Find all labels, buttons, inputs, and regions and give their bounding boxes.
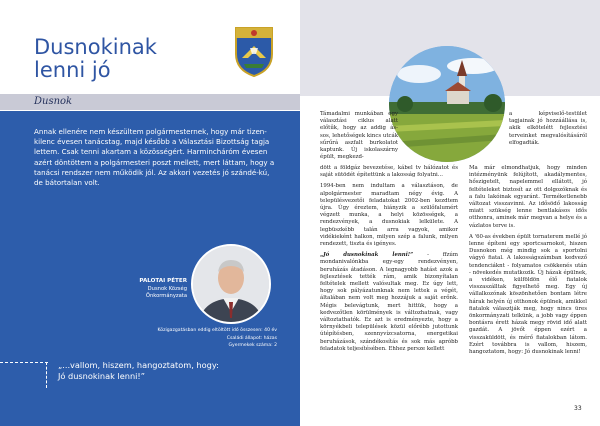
article-paragraph: a képviselő-testület tagjainak jó hozzáállása is, akik elkötelétt fejlesztési terveinket megvalósításáról elfogadták. [509, 111, 587, 146]
person-name: PALOTAI PÉTER [139, 278, 187, 284]
quote-dashed-line [0, 362, 48, 364]
article-paragraph: 1994-ben nem indultam a választáson, de alpolgármester maradtam négy évig. A településvezetői feladatokat 2002-ben kezdtem újra. Úgy éreztem, hiányzik a szülőfalumért végzett munka, a helyi közösségek, a rendezvények, a dusnokiak lelkülete. A legbüszkébb talán arra vagyok, amikor vidékieként halkon, milyen szép a falunk, milyen rendezett, tiszta és igényes. [320, 183, 458, 248]
article-paragraph [320, 252, 458, 353]
stats-block [40, 327, 277, 350]
stats-line-service: Közigazgatásban eddig eltöltött idő összesen: 40 év [157, 328, 277, 333]
article-column-2 [469, 165, 587, 360]
article-paragraph-text: - ffzúm mondanivalónkba egy-egy rendezvényen, beruházás átadáson. A legnagyobb hatást azok a fejlesztések tették rám, amik bizonyítalan feltételek mellett valósultak meg. Ez úgy lett, hogy sok pályázatunknak nem lettek a végét, általában nem volt meg hozzájuk a saját erőnk. Mégis belevágtunk, mert hittük, hogy a kedvezőtlen körülmények is változhatnak, vagy változtathatók. Ez azt is eredményezte, hogy a környékbeli települések közül előrébb jutottunk útépítésben, szennyvízcsatorna, energetikai beruházások, szándékosítás és sok más apróbb feladatok teljesítésében. Ehhez persze kellett [320, 252, 458, 352]
article-paragraph: A '60-as években épült tornaterem mellé jó lenne építeni egy sportcsarnokot, hiszen Dusnokon még mindig sok a sportolni vágyó fiatal. A lakosságszámban kedvező tendenciáknt - folyamatos csökkenés után - növekedés mutatkozik. Új házak épülnek, a vidéken, külföldön élő fiatalok visszaszálltak figyelhető meg. Egy új vállalkozónak köszönhetően bontam létre hárak helyén új otthonok épülnek, amikkel fiatalok választják meg, hogy nincs üres önkormányzati telkünk, a jobb vagy éppen bontásra érett házak megy rövid idő alatt gazdát. A jövőt éppen ezért a visszaküldött, és mérő fiatalokban látom. Ezért továbbra is vallom, hiszem, hangoztatom, hogy: Jó dusnokinak lenni! [469, 233, 587, 356]
article-quote-lead: „Jó dusnokinak lenni!” [320, 252, 414, 259]
person-role-line2: Önkormányzata [145, 293, 187, 299]
pull-quote-line1: „...vallom, hiszem, hangoztatom, hogy: [58, 360, 219, 370]
page-title: Dusnokinak lenni jó [34, 35, 157, 82]
article-paragraph: Ma már elmondhatjuk, hogy minden intézményünk felújított, akadálymentes, hőszigetelt, napelemmel ellátott, jó feltételeket biztosít az ott dolgozóknak és a falu lakóinak egyaránt. Terméketlenebb változat visszavinni. Az idősödő lakosság miatt szükség lenne bentlakásos idős otthonra, aminek már megvan a helye és a vázlatos terve is. [469, 165, 587, 229]
portrait-photo [191, 244, 271, 324]
article-column-1-top [320, 111, 398, 165]
article-column-1 [320, 165, 458, 357]
article-paragraph: dött a földgáz bevezetése, kábel tv hálózatot és saját sütödét építettünk a lakosság folyatni... [320, 165, 458, 179]
stats-line-family: Családi állapot: házas [226, 335, 277, 341]
article-paragraph: Támadalmi munkában egy választási ciklus alatt előtűk, hogy az addig ás-sos, lehetőségek kincs utcák sűrűrá aszfalt burkolatot kaptunk. Új iskolaszárny épült, megkezd- [320, 111, 398, 161]
stats-line-children: Gyermekek száma: 2 [228, 343, 277, 348]
section-label: Dusnok [34, 96, 73, 107]
pull-quote [58, 360, 258, 382]
coat-of-arms-logo [232, 24, 276, 78]
village-photo [389, 46, 505, 162]
portrait-image [193, 246, 269, 322]
quote-dashed-line-vertical [46, 362, 48, 388]
intro-text: Annak ellenére nem készültem polgármesternek, hogy már tizen-kilenc évesen tanácstag, majd később a Választási Bizottság tagja lettem. Csak tenni akartam a közösségért. Harmincháróm évesen azért döntöttem a polgármesteri poszt mellett, mert láttam, hogy a tanácsi rendszer nem működik jól. Az akkori vezetés jó szándé-kú, de bátortalan volt. [34, 127, 275, 188]
pull-quote-line2: Jó dusnokinak lenni!” [58, 371, 145, 381]
page-number: 33 [574, 405, 582, 412]
person-role-line1: Dusnok Község [147, 286, 187, 292]
article-column-2-top [509, 111, 587, 151]
village-landscape-image [389, 46, 505, 162]
person-role [125, 286, 187, 300]
